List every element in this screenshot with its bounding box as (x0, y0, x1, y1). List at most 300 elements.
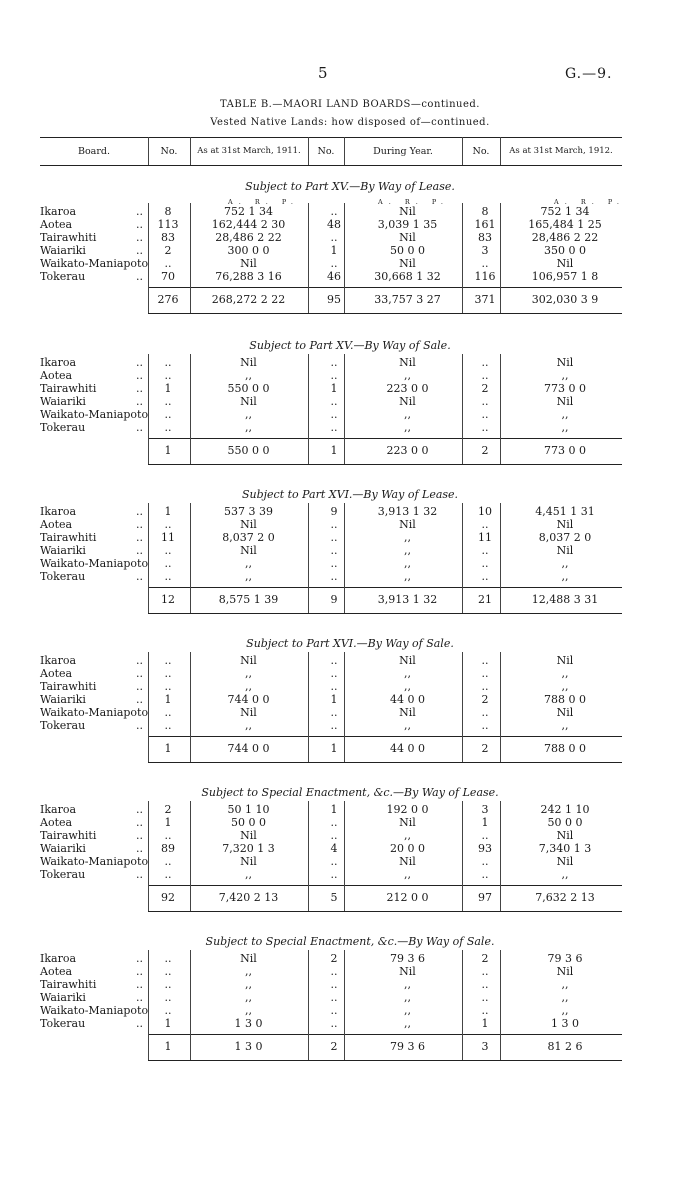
table-cell: ,, (404, 408, 411, 421)
table-cell: .. (481, 829, 489, 842)
table-cell: ,, (245, 557, 252, 570)
table-cell: Nil (240, 952, 257, 965)
table-cell: 106,957 1 8 (531, 270, 599, 283)
board-name: Waikato-Maniapoto (40, 408, 149, 421)
table-row (0, 395, 700, 409)
table-cell: 7,320 1 3 (222, 842, 275, 855)
total-rule (148, 287, 622, 288)
table-cell: 3,913 1 32 (377, 505, 438, 518)
leader-dots: .. (136, 244, 143, 257)
total-cell: 44 0 0 (390, 742, 425, 755)
table-cell: 9 (330, 505, 338, 518)
table-cell: .. (481, 369, 489, 382)
table-cell: ,, (245, 421, 252, 434)
table-cell: Nil (240, 829, 257, 842)
total-cell: 550 0 0 (227, 444, 270, 457)
table-cell: Nil (399, 654, 416, 667)
table-cell: .. (164, 868, 172, 881)
total-row (0, 742, 700, 756)
table-cell: .. (330, 557, 338, 570)
total-cell: 302,030 3 9 (531, 293, 599, 306)
table-cell: .. (164, 706, 172, 719)
header-top-rule (40, 137, 622, 138)
table-cell: .. (330, 706, 338, 719)
table-row (0, 205, 700, 219)
table-cell: 1 (330, 244, 338, 257)
total-cell: 2 (330, 1040, 338, 1053)
table-cell: 2 (481, 382, 489, 395)
table-cell: 3 (481, 803, 489, 816)
page-reference: G.—9. (565, 66, 613, 82)
table-cell: ,, (245, 408, 252, 421)
table-cell: .. (330, 531, 338, 544)
table-row (0, 842, 700, 856)
total-cell: 223 0 0 (386, 444, 429, 457)
table-cell: 8,037 2 0 (222, 531, 275, 544)
table-cell: .. (164, 557, 172, 570)
table-cell: ,, (404, 369, 411, 382)
leader-dots: .. (136, 270, 143, 283)
table-cell: .. (481, 654, 489, 667)
total-row (0, 891, 700, 905)
leader-dots: .. (136, 803, 143, 816)
table-cell: .. (164, 829, 172, 842)
table-cell: ,, (561, 421, 569, 434)
leader-dots: .. (136, 680, 143, 693)
table-cell: .. (330, 231, 338, 244)
table-cell: Nil (399, 816, 416, 829)
total-cell: 788 0 0 (544, 742, 586, 755)
table-cell: .. (330, 978, 338, 991)
leader-dots: .. (136, 719, 143, 732)
table-cell: .. (164, 257, 172, 270)
table-row (0, 270, 700, 284)
table-cell: 11 (478, 531, 492, 544)
board-name: Waiariki (40, 395, 86, 408)
total-cell: 33,757 3 27 (374, 293, 441, 306)
table-row (0, 706, 700, 720)
table-cell: 1 3 0 (234, 1017, 263, 1030)
board-name: Waikato-Maniapoto (40, 557, 149, 570)
leader-dots: .. (136, 505, 143, 518)
table-cell: ,, (561, 978, 569, 991)
table-cell: ,, (245, 570, 252, 583)
table-cell: 79 3 6 (390, 952, 425, 965)
total-cell: 1 (330, 742, 338, 755)
leader-dots: .. (136, 531, 143, 544)
board-name: Waikato-Maniapoto (40, 855, 149, 868)
table-cell: ,, (404, 829, 411, 842)
board-name: Aotea (40, 965, 73, 978)
table-cell: Nil (240, 706, 257, 719)
leader-dots: .. (136, 693, 143, 706)
board-name: Waiariki (40, 244, 86, 257)
table-row (0, 531, 700, 545)
section-title: Subject to Part XVI.—By Way of Lease. (241, 488, 459, 501)
table-row (0, 408, 700, 422)
table-cell: ,, (561, 680, 569, 693)
table-cell: 89 (161, 842, 175, 855)
table-row (0, 1017, 700, 1031)
board-name: Tokerau (40, 719, 86, 732)
table-cell: 1 (164, 1017, 172, 1030)
table-cell: 162,444 2 30 (211, 218, 286, 231)
table-cell: ,, (245, 680, 252, 693)
board-name: Tokerau (40, 270, 86, 283)
table-row (0, 231, 700, 245)
table-cell: .. (481, 518, 489, 531)
table-title: TABLE B.—MAORI LAND BOARDS—continued. (220, 99, 480, 110)
table-cell: .. (330, 544, 338, 557)
total-cell: 97 (478, 891, 492, 904)
total-cell: 7,420 2 13 (218, 891, 279, 904)
table-cell: .. (330, 680, 338, 693)
table-row (0, 518, 700, 532)
table-row (0, 952, 700, 966)
table-cell: .. (481, 257, 489, 270)
leader-dots: .. (136, 369, 143, 382)
total-cell: 268,272 2 22 (211, 293, 286, 306)
table-cell: ,, (245, 991, 252, 1004)
table-cell: 788 0 0 (544, 693, 586, 706)
leader-dots: .. (136, 965, 143, 978)
total-cell: 212 0 0 (386, 891, 429, 904)
total-row (0, 293, 700, 307)
leader-dots: .. (136, 1017, 143, 1030)
board-name: Tairawhiti (40, 531, 97, 544)
table-cell: ,, (404, 667, 411, 680)
table-cell: .. (164, 978, 172, 991)
board-name: Tairawhiti (40, 680, 97, 693)
board-name: Waiariki (40, 991, 86, 1004)
table-cell: Nil (399, 855, 416, 868)
table-cell: 116 (474, 270, 496, 283)
total-cell: 3,913 1 32 (377, 593, 438, 606)
table-cell: Nil (399, 706, 416, 719)
board-name: Ikaroa (40, 205, 77, 218)
table-cell: .. (164, 421, 172, 434)
table-cell: .. (164, 654, 172, 667)
total-cell: 1 (330, 444, 338, 457)
total-cell: 3 (481, 1040, 489, 1053)
table-cell: Nil (240, 518, 257, 531)
table-cell: .. (481, 680, 489, 693)
table-cell: .. (164, 680, 172, 693)
table-row (0, 667, 700, 681)
table-cell: .. (164, 1004, 172, 1017)
table-cell: ,, (404, 421, 411, 434)
table-cell: .. (164, 667, 172, 680)
leader-dots: .. (136, 205, 143, 218)
leader-dots: .. (136, 231, 143, 244)
table-row (0, 570, 700, 584)
table-cell: .. (330, 421, 338, 434)
table-cell: ,, (404, 719, 411, 732)
table-row (0, 544, 700, 558)
total-cell: 2 (481, 444, 489, 457)
board-name: Waikato-Maniapoto (40, 706, 149, 719)
table-row (0, 505, 700, 519)
table-cell: .. (330, 855, 338, 868)
header-1912: As at 31st March, 1912. (509, 146, 613, 156)
table-cell: .. (164, 369, 172, 382)
total-bottom-rule (148, 762, 622, 763)
board-name: Ikaroa (40, 356, 77, 369)
table-cell: .. (330, 205, 338, 218)
section-title: Subject to Part XV.—By Way of Lease. (245, 180, 455, 193)
table-cell: ,, (404, 570, 411, 583)
header-no-1911: No. (160, 146, 178, 157)
table-row (0, 816, 700, 830)
board-name: Ikaroa (40, 803, 77, 816)
table-cell: Nil (399, 965, 416, 978)
table-cell: .. (164, 965, 172, 978)
table-cell: .. (481, 544, 489, 557)
table-cell: 161 (474, 218, 496, 231)
table-cell: Nil (556, 706, 574, 719)
table-cell: 2 (330, 952, 338, 965)
table-cell: 192 0 0 (386, 803, 429, 816)
leader-dots: .. (136, 218, 143, 231)
table-row (0, 965, 700, 979)
table-cell: ,, (404, 868, 411, 881)
table-cell: ,, (245, 868, 252, 881)
table-cell: .. (481, 667, 489, 680)
table-cell: 4,451 1 31 (535, 505, 595, 518)
table-row (0, 356, 700, 370)
total-cell: 744 0 0 (227, 742, 270, 755)
total-cell: 8,575 1 39 (218, 593, 279, 606)
table-cell: 2 (164, 803, 172, 816)
total-bottom-rule (148, 464, 622, 465)
table-cell: .. (330, 1004, 338, 1017)
board-name: Ikaroa (40, 952, 77, 965)
table-cell: 773 0 0 (544, 382, 586, 395)
table-cell: Nil (399, 518, 416, 531)
table-cell: ,, (561, 570, 569, 583)
leader-dots: .. (136, 978, 143, 991)
table-cell: 11 (161, 531, 175, 544)
table-cell: 50 0 0 (231, 816, 266, 829)
table-cell: Nil (556, 544, 574, 557)
table-cell: .. (164, 570, 172, 583)
board-name: Waiariki (40, 693, 86, 706)
table-cell: .. (330, 719, 338, 732)
table-cell: Nil (556, 257, 574, 270)
table-cell: 8 (481, 205, 489, 218)
table-cell: .. (330, 654, 338, 667)
table-cell: 76,288 3 16 (215, 270, 282, 283)
header-no-year: No. (317, 146, 335, 157)
table-cell: ,, (561, 667, 569, 680)
header-board: Board. (77, 146, 110, 157)
table-row (0, 978, 700, 992)
total-cell: 5 (330, 891, 338, 904)
table-cell: 44 0 0 (390, 693, 425, 706)
page-number: 5 (318, 64, 328, 82)
table-cell: 20 0 0 (390, 842, 425, 855)
table-cell: Nil (399, 257, 416, 270)
total-rule (148, 438, 622, 439)
table-cell: 30,668 1 32 (374, 270, 441, 283)
table-cell: Nil (399, 395, 416, 408)
table-cell: ,, (561, 369, 569, 382)
table-cell: Nil (556, 855, 574, 868)
header-bottom-rule (40, 165, 622, 166)
table-cell: 2 (481, 693, 489, 706)
board-name: Tokerau (40, 570, 86, 583)
total-cell: 12 (161, 593, 175, 606)
total-cell: 773 0 0 (544, 444, 586, 457)
leader-dots: .. (136, 816, 143, 829)
table-cell: Nil (399, 231, 416, 244)
table-cell: Nil (240, 544, 257, 557)
table-row (0, 257, 700, 271)
table-cell: Nil (556, 965, 574, 978)
table-cell: .. (330, 829, 338, 842)
board-name: Aotea (40, 518, 73, 531)
board-name: Ikaroa (40, 505, 77, 518)
total-cell: 7,632 2 13 (535, 891, 595, 904)
table-cell: 550 0 0 (227, 382, 270, 395)
table-cell: .. (330, 965, 338, 978)
leader-dots: .. (136, 382, 143, 395)
table-cell: 93 (478, 842, 492, 855)
table-row (0, 244, 700, 258)
total-rule (148, 736, 622, 737)
total-cell: 2 (481, 742, 489, 755)
table-cell: ,, (561, 991, 569, 1004)
table-cell: ,, (404, 1004, 411, 1017)
table-cell: Nil (240, 257, 257, 270)
leader-dots: .. (136, 544, 143, 557)
table-cell: Nil (240, 654, 257, 667)
header-no-1912: No. (472, 146, 490, 157)
total-bottom-rule (148, 613, 622, 614)
table-cell: ,, (561, 719, 569, 732)
table-cell: 28,486 2 22 (215, 231, 282, 244)
board-name: Waiariki (40, 544, 86, 557)
table-cell: 752 1 34 (224, 205, 273, 218)
total-cell: 79 3 6 (390, 1040, 425, 1053)
table-cell: ,, (561, 868, 569, 881)
total-cell: 81 2 6 (547, 1040, 583, 1053)
table-cell: .. (164, 518, 172, 531)
table-cell: .. (164, 719, 172, 732)
board-name: Tairawhiti (40, 231, 97, 244)
total-cell: 12,488 3 31 (531, 593, 599, 606)
table-cell: 8 (164, 205, 172, 218)
board-name: Tokerau (40, 1017, 86, 1030)
table-cell: .. (481, 965, 489, 978)
leader-dots: .. (136, 421, 143, 434)
board-name: Waikato-Maniapoto (40, 257, 149, 270)
table-cell: ,, (561, 408, 569, 421)
table-cell: .. (481, 408, 489, 421)
table-cell: .. (330, 518, 338, 531)
table-cell: ,, (404, 680, 411, 693)
table-cell: Nil (399, 356, 416, 369)
table-cell: .. (164, 991, 172, 1004)
table-cell: ,, (245, 369, 252, 382)
table-cell: 50 0 0 (547, 816, 583, 829)
table-cell: ,, (404, 557, 411, 570)
table-cell: 2 (164, 244, 172, 257)
table-cell: .. (164, 408, 172, 421)
table-row (0, 991, 700, 1005)
total-bottom-rule (148, 313, 622, 314)
section-title: Subject to Part XV.—By Way of Sale. (249, 339, 451, 352)
total-rule (148, 1034, 622, 1035)
table-cell: .. (481, 395, 489, 408)
header-during-year: During Year. (373, 146, 433, 157)
units-1912: A. R. P. (554, 198, 625, 206)
table-cell: 242 1 10 (540, 803, 590, 816)
total-cell: 371 (474, 293, 496, 306)
table-cell: .. (481, 868, 489, 881)
table-cell: .. (330, 991, 338, 1004)
table-cell: 46 (327, 270, 341, 283)
total-rule (148, 885, 622, 886)
table-cell: 10 (478, 505, 492, 518)
table-cell: 28,486 2 22 (531, 231, 599, 244)
table-cell: .. (481, 991, 489, 1004)
board-name: Tairawhiti (40, 382, 97, 395)
table-cell: 752 1 34 (540, 205, 590, 218)
total-bottom-rule (148, 1060, 622, 1061)
total-cell: 21 (478, 593, 492, 606)
table-cell: 1 (164, 816, 172, 829)
board-name: Waiariki (40, 842, 86, 855)
table-cell: 1 3 0 (551, 1017, 579, 1030)
total-cell: 9 (330, 593, 338, 606)
table-cell: 3,039 1 35 (377, 218, 438, 231)
table-row (0, 868, 700, 882)
table-cell: .. (481, 978, 489, 991)
table-row (0, 421, 700, 435)
table-cell: 3 (481, 244, 489, 257)
table-row (0, 1004, 700, 1018)
table-cell: .. (330, 356, 338, 369)
table-cell: .. (164, 544, 172, 557)
leader-dots: .. (136, 356, 143, 369)
table-cell: .. (330, 257, 338, 270)
table-cell: 350 0 0 (544, 244, 586, 257)
total-cell: 1 (164, 444, 172, 457)
table-cell: 83 (161, 231, 175, 244)
board-name: Tokerau (40, 421, 86, 434)
header-1911: As at 31st March, 1911. (197, 146, 301, 156)
table-cell: 83 (478, 231, 492, 244)
table-cell: 537 3 39 (224, 505, 273, 518)
leader-dots: .. (136, 952, 143, 965)
total-row (0, 593, 700, 607)
board-name: Tairawhiti (40, 829, 97, 842)
table-cell: ,, (404, 991, 411, 1004)
table-cell: Nil (556, 654, 574, 667)
table-cell: .. (330, 395, 338, 408)
total-cell: 95 (327, 293, 341, 306)
table-cell: Nil (240, 395, 257, 408)
table-cell: ,, (561, 1004, 569, 1017)
table-cell: Nil (240, 356, 257, 369)
table-cell: .. (330, 667, 338, 680)
table-cell: 165,484 1 25 (528, 218, 602, 231)
table-cell: .. (164, 356, 172, 369)
board-name: Aotea (40, 218, 73, 231)
units-during-year: A. R. P. (378, 198, 449, 206)
table-cell: 1 (330, 803, 338, 816)
